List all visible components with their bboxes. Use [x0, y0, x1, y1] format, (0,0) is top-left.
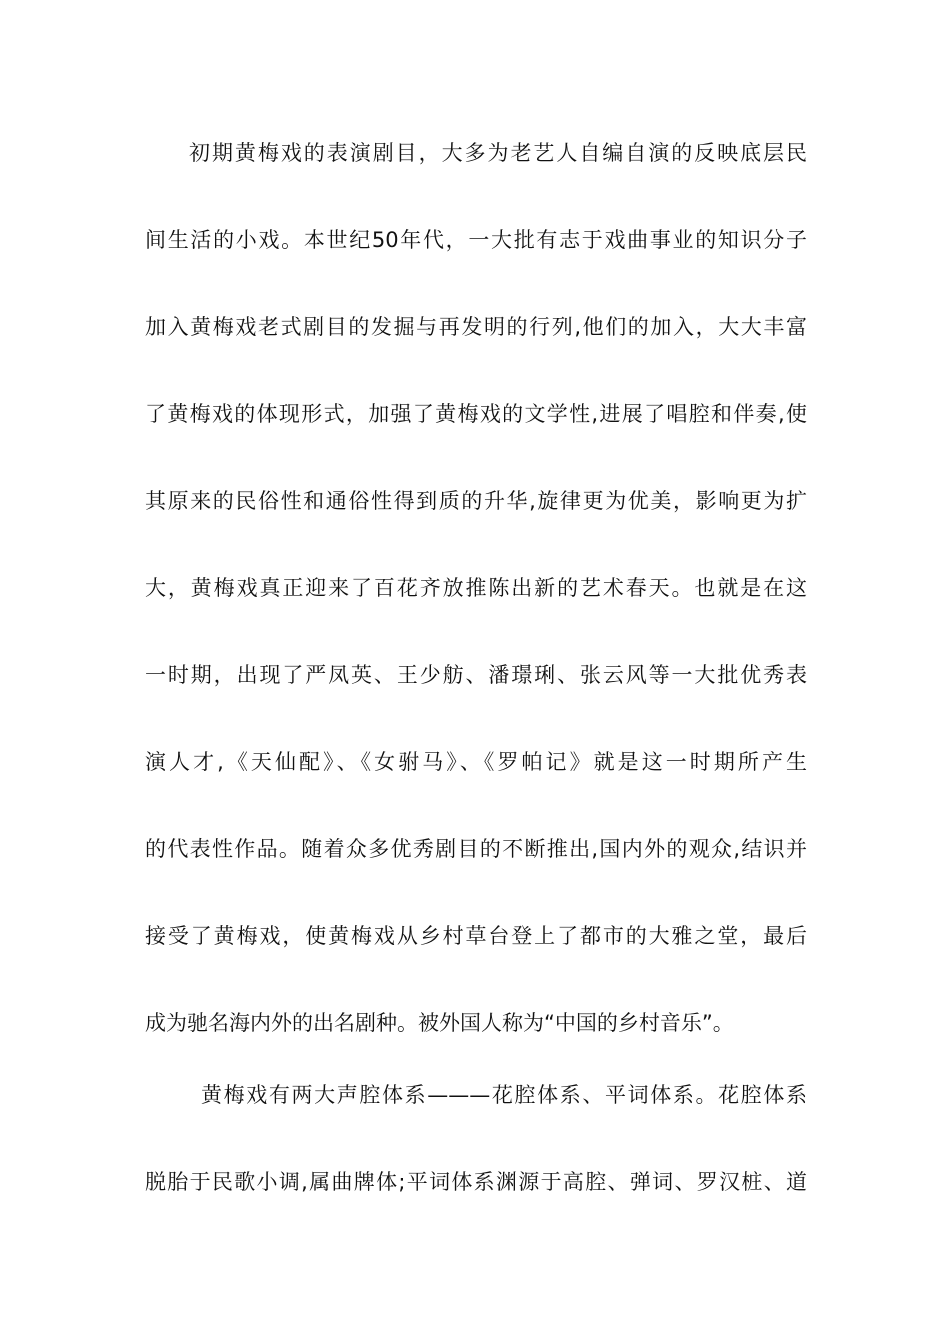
paragraph-1-line-11: 成为驰名海内外的出名剧种。被外国人称为“中国的乡村音乐”。 [145, 1011, 734, 1035]
paragraph-1-line-9: 的代表性作品。随着众多优秀剧目的不断推出,国内外的观众,结识并 [145, 837, 807, 861]
paragraph-1-line-8: 演人才,《天仙配》、《女驸马》、《罗帕记》就是这一时期所产生 [145, 750, 807, 774]
paragraph-1-line-2: 间生活的小戏。本世纪50年代，一大批有志于戏曲事业的知识分子 [145, 228, 807, 252]
paragraph-1-line-10: 接受了黄梅戏，使黄梅戏从乡村草台登上了都市的大雅之堂，最后 [145, 924, 807, 948]
paragraph-1-line-6: 大，黄梅戏真正迎来了百花齐放推陈出新的艺术春天。也就是在这 [145, 576, 807, 600]
paragraph-2-line-2: 脱胎于民歌小调,属曲牌体;平词体系渊源于高腔、弹词、罗汉桩、道 [145, 1170, 807, 1194]
paragraph-1-line-5: 其原来的民俗性和通俗性得到质的升华,旋律更为优美，影响更为扩 [145, 489, 807, 513]
paragraph-1-line-4: 了黄梅戏的体现形式，加强了黄梅戏的文学性,进展了唱腔和伴奏,使 [145, 402, 807, 426]
paragraph-1-line-3: 加入黄梅戏老式剧目的发掘与再发明的行列,他们的加入，大大丰富 [145, 315, 807, 339]
paragraph-1-line-1: 初期黄梅戏的表演剧目，大多为老艺人自编自演的反映底层民 [189, 141, 807, 165]
paragraph-1-line-7: 一时期，出现了严凤英、王少舫、潘璟琍、张云风等一大批优秀表 [145, 663, 807, 687]
paragraph-2-line-1: 黄梅戏有两大声腔体系———花腔体系、平词体系。花腔体系 [201, 1083, 807, 1107]
